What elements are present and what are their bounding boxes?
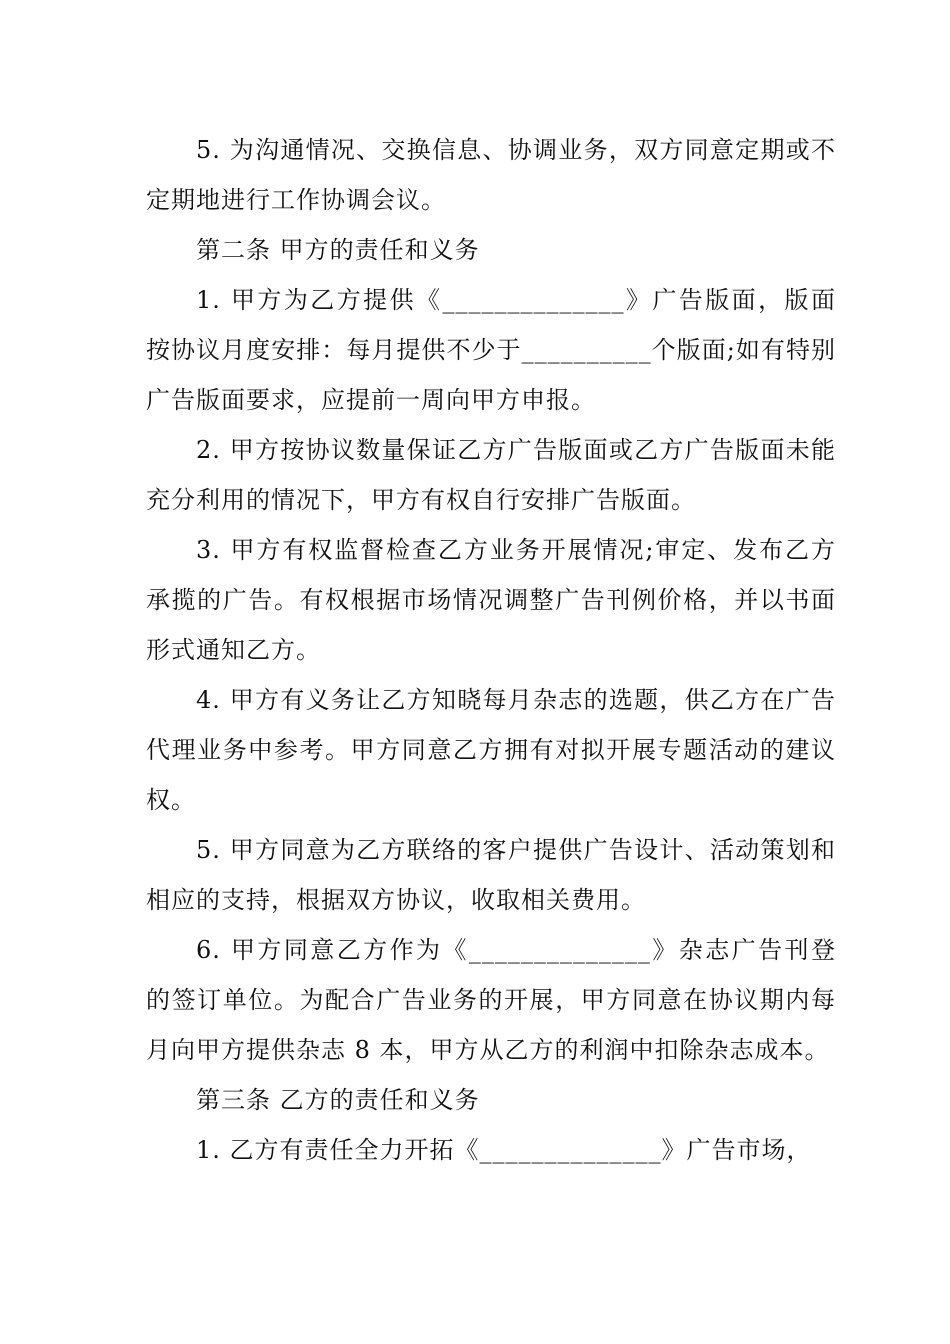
section-heading: 第三条 乙方的责任和义务: [196, 1086, 480, 1114]
clause-item: 6. 甲方同意乙方作为《______________》杂志广告刊登的签订单位。为配合广告业务的开展，甲方同意在协议期内每月向甲方提供杂志 8 本，甲方从乙方的利润中扣除杂志成本。: [146, 936, 836, 1064]
document-body: [146, 125, 836, 1175]
clause-item: 5. 为沟通情况、交换信息、协调业务，双方同意定期或不定期地进行工作协调会议。: [146, 136, 836, 214]
clause-item: 4. 甲方有义务让乙方知晓每月杂志的选题，供乙方在广告代理业务中参考。甲方同意乙方拥有对拟开展专题活动的建议权。: [146, 686, 836, 814]
section-heading: 第二条 甲方的责任和义务: [196, 236, 480, 264]
clause-item: 1. 乙方有责任全力开拓《______________》广告市场，: [196, 1136, 812, 1164]
clause-item: 5. 甲方同意为乙方联络的客户提供广告设计、活动策划和相应的支持，根据双方协议，收取相关费用。: [146, 836, 836, 914]
clause-item: 1. 甲方为乙方提供《______________》广告版面，版面按协议月度安排：每月提供不少于__________个版面;如有特别广告版面要求，应提前一周向甲方申报。: [146, 286, 836, 414]
clause-item: 3. 甲方有权监督检查乙方业务开展情况;审定、发布乙方承揽的广告。有权根据市场情况调整广告刊例价格，并以书面形式通知乙方。: [146, 536, 836, 664]
clause-item: 2. 甲方按协议数量保证乙方广告版面或乙方广告版面未能充分利用的情况下，甲方有权自行安排广告版面。: [146, 436, 836, 514]
